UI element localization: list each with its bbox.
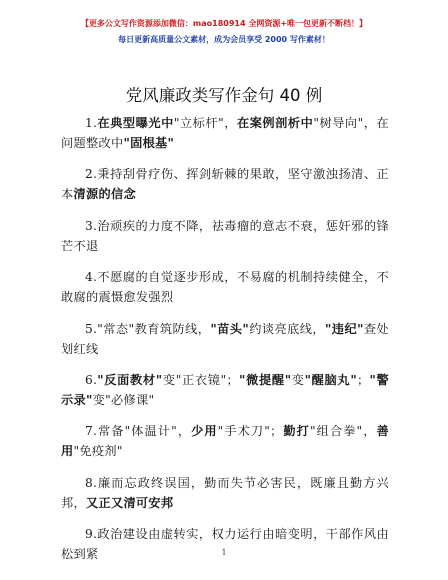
- page-number: 1: [221, 548, 227, 557]
- promo-banner-line-1: 【更多公文写作资源添加微信：mao180914 全网资源+唯一包更新不断档！】: [80, 19, 368, 28]
- list-item-4: 4.不愿腐的自觉逐步形成，不易腐的机制持续健全，不敢腐的震慑愈发强烈: [61, 270, 389, 305]
- list-item-7: 7.常备"体温计"，少用"手术刀"；勤打"组合拳"，善用"免疫剂": [61, 424, 389, 459]
- list-item-9: 9.政治建设由虚转实，权力运行由暗变明，干部作风由松到紧: [61, 527, 389, 562]
- list-item-5: 5."常态"教育筑防线，"苗头"约谈亮底线，"违纪"查处划红线: [61, 321, 389, 356]
- document-body: [61, 113, 389, 576]
- list-item-2: 2.秉持刮骨疗伤、挥剑斩棘的果敢，坚守激浊扬清、正本清源的信念: [61, 167, 389, 202]
- list-item-1: 1.在典型曝光中"立标杆"，在案例剖析中"树导向"，在问题整改中"固根基": [61, 116, 389, 150]
- list-item-6: 6."反面教材"变"正衣镜"；"微提醒"变"醒脑丸"；"警示录"变"必修课": [61, 372, 389, 407]
- promo-banner-line-2: 每日更新高质量公文素材，成为会员享受 2000 写作素材！: [118, 35, 330, 44]
- list-item-8: 8.廉而忘政终误国，勤而失节必害民，既廉且勤方兴邦，又正又清可安邦: [61, 475, 389, 510]
- list-item-3: 3.治顽疾的力度不降，祛毒瘤的意志不衰，惩奸邪的锋芒不退: [61, 218, 389, 253]
- document-title: 党风廉政类写作金句 40 例: [125, 86, 323, 105]
